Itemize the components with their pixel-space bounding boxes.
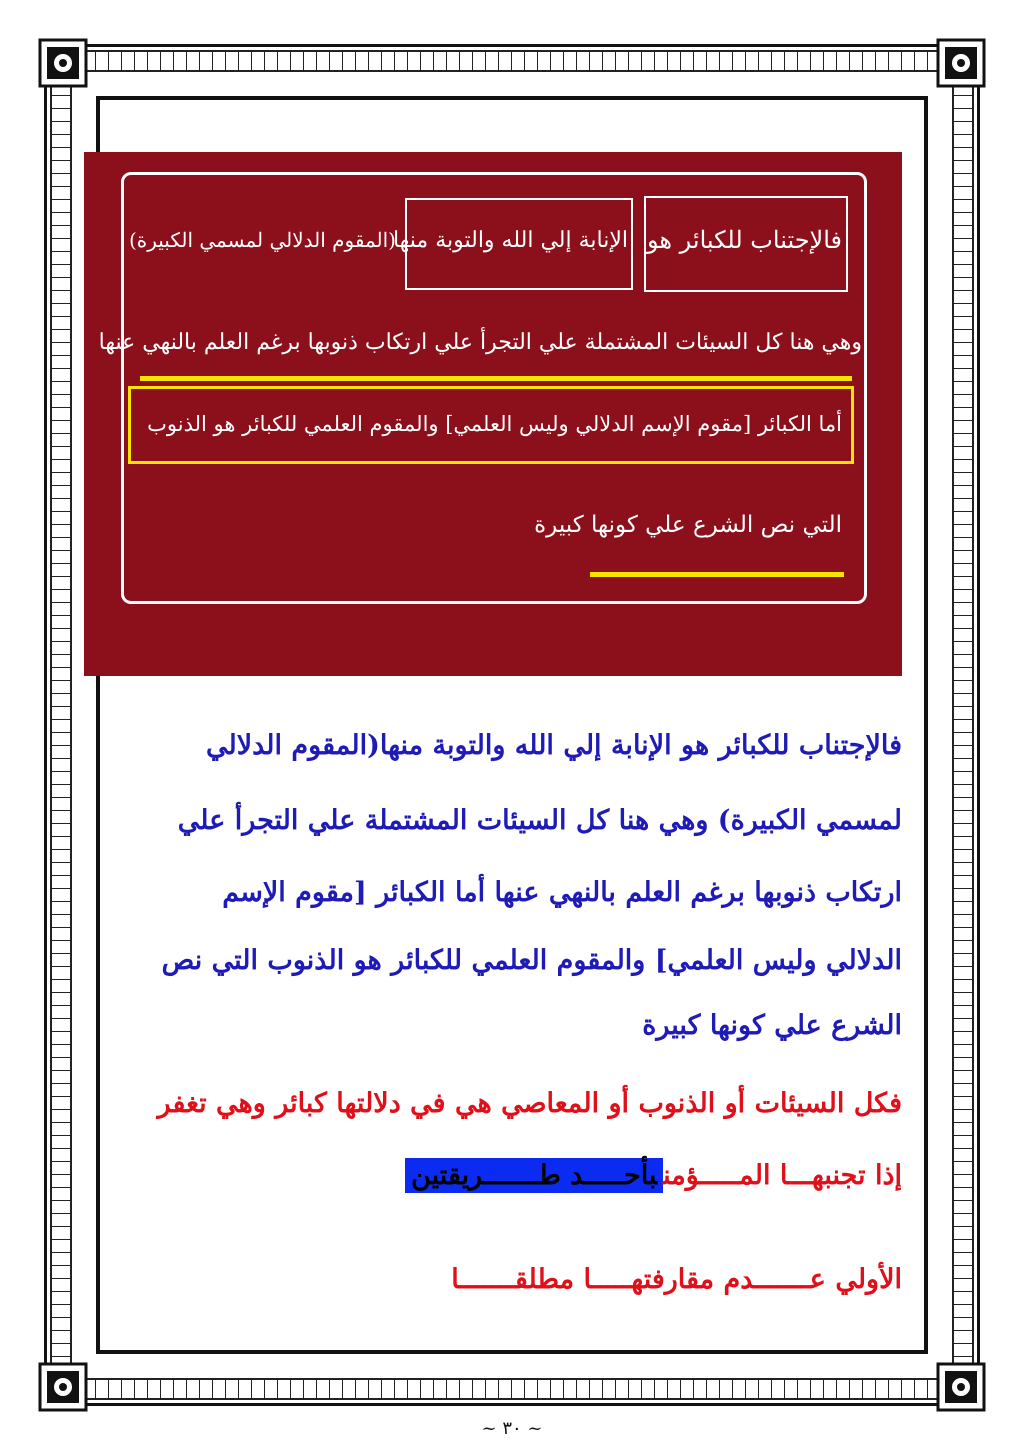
body-line-4: الدلالي وليس العلمي] والمقوم العلمي للكبائر هو الذنوب التي نص [161, 945, 902, 976]
body-red-line-1: فكل السيئات أو الذنوب أو المعاصي هي في دلالتها كبائر وهي تغفر [157, 1088, 902, 1119]
banner-text-box-b: الإنابة إلي الله والتوبة منها [392, 228, 628, 253]
banner-underline-2 [590, 572, 844, 577]
corner-ornament-icon [936, 1362, 986, 1412]
highlighted-phrase: بأحـــــد طـــــــريقتين [405, 1158, 663, 1193]
body-red-line-2 [405, 1162, 902, 1189]
corner-ornament-icon [936, 38, 986, 88]
body-line-2: لمسمي الكبيرة) وهي هنا كل السيئات المشتملة علي التجرأ علي [177, 805, 902, 836]
banner-text-line2: وهي هنا كل السيئات المشتملة علي التجرأ علي ارتكاب ذنوبها برغم العلم بالنهي عنها [98, 330, 862, 355]
banner-text-line1-rest: (المقوم الدلالي لمسمي الكبيرة) [128, 228, 396, 252]
page-number: ~ ٣٠ ~ [481, 1418, 543, 1439]
banner-text-line4: التي نص الشرع علي كونها كبيرة [534, 512, 842, 538]
corner-ornament-icon [38, 1362, 88, 1412]
banner-text-line3: أما الكبائر [مقوم الإسم الدلالي وليس العلمي] والمقوم العلمي للكبائر هو الذنوب [147, 412, 842, 436]
body-red-line-3: الأولي عـــــــدم مقارفتهـــــا مطلقـــــــا [451, 1264, 902, 1295]
corner-ornament-icon [38, 38, 88, 88]
body-red-line-2-start: إذا تجنبهـــا المـــــؤمن [663, 1160, 902, 1191]
calligraphy-banner [84, 152, 902, 676]
body-line-1: فالإجتناب للكبائر هو الإنابة إلي الله والتوبة منها(المقوم الدلالي [205, 730, 902, 761]
body-line-3: ارتكاب ذنوبها برغم العلم بالنهي عنها أما الكبائر [مقوم الإسم [222, 877, 902, 908]
banner-text-box-a: فالإجتناب للكبائر هو [647, 226, 842, 254]
banner-underline-1 [140, 376, 852, 381]
body-line-5: الشرع علي كونها كبيرة [642, 1010, 902, 1041]
